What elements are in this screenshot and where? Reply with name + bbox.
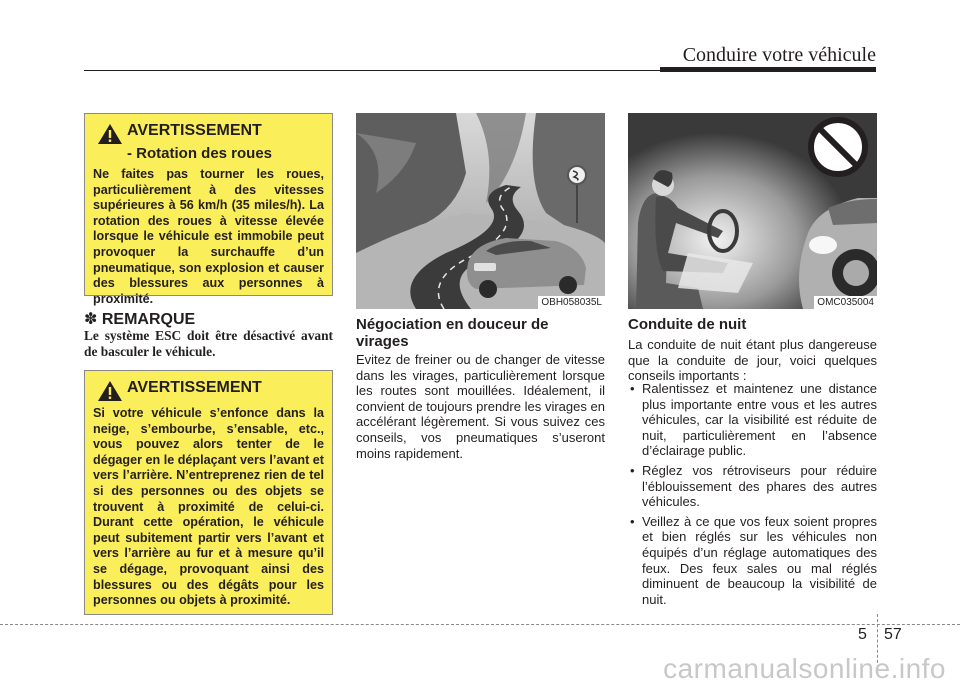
section-title-night: Conduite de nuit <box>628 316 747 333</box>
image-code-label: OBH058035L <box>538 296 605 309</box>
chapter-number: 5 <box>858 626 867 643</box>
night-driving-illustration <box>628 113 877 309</box>
list-item: • Veillez à ce que vos feux soient propres et bien réglés sur les véhicules non équipés d’un réglage automatiques des feux. Des feux sales ou mal réglés diminuent de beaucoup la visibilité de nuit. <box>628 514 877 608</box>
list-item: • Réglez vos rétroviseurs pour réduire l’éblouissement des phares des autres véhicules. <box>628 463 877 510</box>
warning-box-wheel-spin <box>84 113 333 306</box>
winding-road-illustration <box>356 113 605 309</box>
warning-triangle-icon <box>97 123 123 145</box>
section-intro-night: La conduite de nuit étant plus dangereuse que la conduite de jour, voici quelques conseils importants : <box>628 337 877 384</box>
list-item: • Ralentissez et maintenez une distance plus importante entre vous et les autres véhicules, car la visibilité est réduite de nuit, particulièrement en l’absence d’éclairage public. <box>628 381 877 459</box>
remark-title: ✽ REMARQUE <box>84 311 196 328</box>
header-rule-accent <box>660 67 876 72</box>
warning-text: Ne faites pas tourner les roues, particulièrement à des vitesses supérieures à 56 km/h (35 miles/h). La rotation des roues à vitesse élevée lorsque le véhicule est immobile peut provoquer la surchauffe d’un pneumatique, son explosion et causer des blessures aux personnes à proximité. <box>93 167 324 306</box>
warning-text: Si votre véhicule s’enfonce dans la neige, s’embourbe, s’ensable, etc., vous pouvez alors tenter de le dégager en le déplaçant vers l’avant et vers l’arrière. N’entreprenez rien de tel si des personnes ou des objets se trouvent à proximité de celui-ci. Durant cette opération, le véhicule peut subitement partir vers l’avant et vers l’arrière au fur et à mesure qu’il se dégage, provoquant ainsi des blessures ou des dégâts pour les personnes ou objets à proximité. <box>93 406 324 608</box>
watermark: carmanualsonline.info <box>663 653 946 684</box>
section-title-curves: Négociation en douceur de virages <box>356 316 549 350</box>
warning-title: AVERTISSEMENT <box>127 379 262 396</box>
warning-triangle-icon <box>97 380 123 402</box>
image-code-label: OMC035004 <box>814 296 877 309</box>
night-tips-list <box>628 381 877 611</box>
remark-text: Le système ESC doit être désactivé avant de basculer le véhicule. <box>84 328 333 359</box>
warning-title: AVERTISSEMENT <box>127 122 262 139</box>
warning-subtitle: - Rotation des roues <box>127 145 273 162</box>
page-header-title: Conduire votre véhicule <box>682 44 876 66</box>
warning-box-stuck-vehicle <box>84 370 333 615</box>
section-text-curves: Evitez de freiner ou de changer de vitesse dans les virages, particulièrement lorsque les routes sont mouillées. Idéalement, il convient de toujours prendre les virages en accélérant légèrement. Si vous suivez ces conseils, vos pneumatiques s’useront moins rapidement. <box>356 352 605 461</box>
page-number: 57 <box>884 626 902 643</box>
footer-rule <box>0 624 960 625</box>
